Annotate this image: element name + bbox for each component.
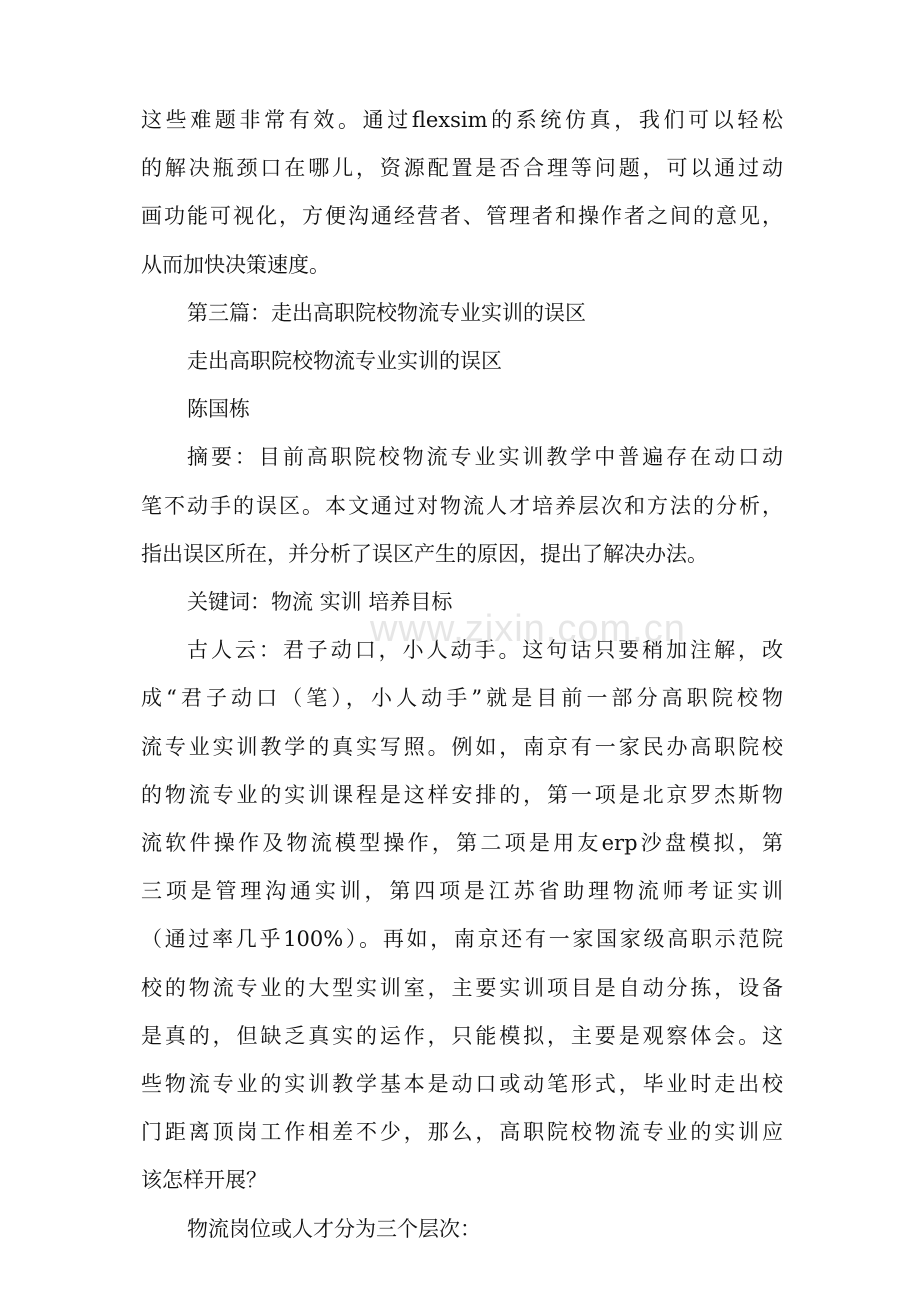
text-line: 第三篇：走出高职院校物流专业实训的误区 xyxy=(187,301,586,325)
text-line: 是真的，但缺乏真实的运作，只能模拟，主要是观察体会。这 xyxy=(141,1024,783,1048)
text-line: 从而加快决策速度。 xyxy=(141,253,330,277)
text-line: 笔不动手的误区。本文通过对物流人才培养层次和方法的分析， xyxy=(141,494,783,518)
text-line: 三项是管理沟通实训，第四项是江苏省助理物流师考证实训 xyxy=(141,879,783,903)
text-line: 古人云：君子动口，小人动手。这句话只要稍加注解，改 xyxy=(187,638,783,662)
text-line: 陈国栋 xyxy=(187,397,250,421)
text-line: 流软件操作及物流模型操作，第二项是用友erp沙盘模拟，第 xyxy=(141,831,783,855)
text-line: 关键词：物流 实训 培养目标 xyxy=(187,590,453,614)
text-line: 摘要：目前高职院校物流专业实训教学中普遍存在动口动 xyxy=(187,445,783,469)
text-line: 该怎样开展？ xyxy=(141,1168,267,1192)
text-line: 画功能可视化，方便沟通经营者、管理者和操作者之间的意见， xyxy=(141,204,783,228)
text-line: 流专业实训教学的真实写照。例如，南京有一家民办高职院校 xyxy=(141,735,783,759)
watermark: www.zixin.com.cn xyxy=(370,608,686,650)
text-line: 走出高职院校物流专业实训的误区 xyxy=(187,349,502,373)
text-line: 指出误区所在，并分析了误区产生的原因，提出了解决办法。 xyxy=(141,542,708,566)
text-line: 成“君子动口（笔），小人动手”就是目前一部分高职院校物 xyxy=(141,686,783,710)
text-line: 这些难题非常有效。通过flexsim的系统仿真，我们可以轻松 xyxy=(141,108,783,132)
text-line: 校的物流专业的大型实训室，主要实训项目是自动分拣，设备 xyxy=(141,976,783,1000)
text-line: （通过率几乎100%）。再如，南京还有一家国家级高职示范院 xyxy=(141,927,783,951)
text-line: 的物流专业的实训课程是这样安排的，第一项是北京罗杰斯物 xyxy=(141,783,783,807)
text-line: 的解决瓶颈口在哪儿，资源配置是否合理等问题，可以通过动 xyxy=(141,156,783,180)
text-line: 物流岗位或人才分为三个层次： xyxy=(187,1217,481,1241)
text-line: 门距离顶岗工作相差不少，那么，高职院校物流专业的实训应 xyxy=(141,1120,783,1144)
text-line: 些物流专业的实训教学基本是动口或动笔形式，毕业时走出校 xyxy=(141,1072,783,1096)
